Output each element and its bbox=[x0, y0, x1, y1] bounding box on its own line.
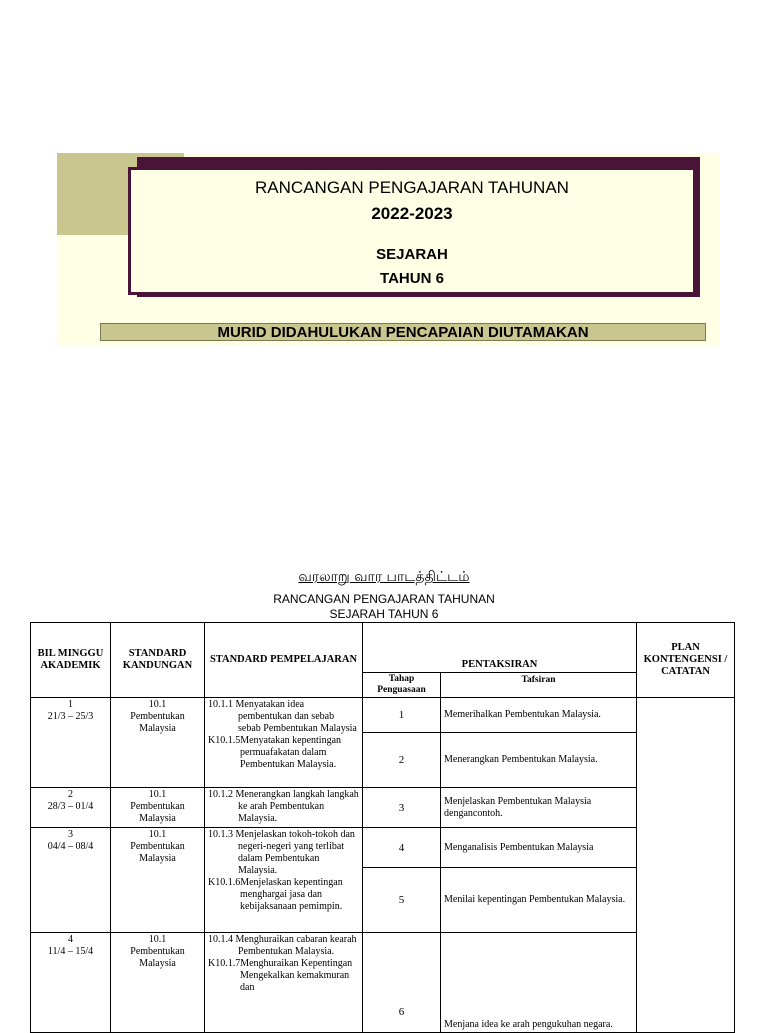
week-date: 11/4 – 15/4 bbox=[47, 946, 94, 957]
week-cell bbox=[31, 828, 111, 933]
header-sp: STANDARD PEMPELAJARAN bbox=[205, 623, 363, 698]
header-tahap: Tahap Penguasaan bbox=[363, 673, 441, 698]
tp-level: 5 bbox=[363, 868, 441, 933]
table-row bbox=[31, 788, 735, 828]
week-number: 3 bbox=[68, 829, 73, 840]
sp-cell bbox=[205, 788, 363, 828]
sk-code: 10.1 bbox=[148, 934, 167, 945]
doc-heading-1: RANCANGAN PENGAJARAN TAHUNAN bbox=[273, 592, 495, 606]
sk-text: Pembentukan Malaysia bbox=[130, 841, 185, 864]
sp-cell bbox=[205, 698, 363, 788]
sp-item: K10.1.7Menghuraikan Kepentingan Mengekalkan kemakmuran dan bbox=[208, 958, 353, 993]
week-number: 1 bbox=[68, 699, 73, 710]
sk-code: 10.1 bbox=[148, 699, 167, 710]
sk-code: 10.1 bbox=[148, 789, 167, 800]
tp-description: Memerihalkan Pembentukan Malaysia. bbox=[441, 698, 637, 733]
table-row bbox=[31, 828, 735, 868]
sk-cell bbox=[111, 788, 205, 828]
title-box bbox=[128, 167, 696, 295]
header-plan: PLAN KONTENGENSI / CATATAN bbox=[637, 623, 735, 698]
sk-text: Pembentukan Malaysia bbox=[130, 711, 185, 734]
week-cell bbox=[31, 788, 111, 828]
sk-cell bbox=[111, 933, 205, 1033]
lesson-plan-table bbox=[30, 622, 735, 1033]
sp-cell bbox=[205, 828, 363, 933]
tp-description: Menilai kepentingan Pembentukan Malaysia. bbox=[441, 868, 637, 933]
header-sk: STANDARD KANDUNGAN bbox=[111, 623, 205, 698]
tp-level: 4 bbox=[363, 828, 441, 868]
plan-year: 2022-2023 bbox=[371, 204, 453, 223]
header-tafsiran: Tafsiran bbox=[441, 673, 637, 698]
tp-description: Menjelaskan Pembentukan Malaysia dengancontoh. bbox=[441, 788, 637, 828]
sp-item: 10.1.1 Menyatakan idea pembentukan dan sebab sebab Pembentukan Malaysia bbox=[208, 699, 357, 734]
sp-item: 10.1.3 Menjelaskan tokoh-tokoh dan negeri-negeri yang terlibat dalam Pembentukan Malaysia. bbox=[208, 829, 355, 876]
sk-cell bbox=[111, 828, 205, 933]
plan-class-year: TAHUN 6 bbox=[380, 270, 444, 287]
week-number: 4 bbox=[68, 934, 73, 945]
week-number: 2 bbox=[68, 789, 73, 800]
week-date: 28/3 – 01/4 bbox=[47, 801, 94, 812]
sp-item: K10.1.5Menyatakan kepentingan permuafakatan dalam Pembentukan Malaysia. bbox=[208, 735, 342, 770]
motto-bar: MURID DIDAHULUKAN PENCAPAIAN DIUTAMAKAN bbox=[100, 323, 706, 341]
plan-title: RANCANGAN PENGAJARAN TAHUNAN bbox=[255, 178, 569, 197]
tp-level: 1 bbox=[363, 698, 441, 733]
table-row bbox=[31, 698, 735, 733]
sp-cell bbox=[205, 933, 363, 1033]
week-date: 21/3 – 25/3 bbox=[47, 711, 94, 722]
tp-level: 3 bbox=[363, 788, 441, 828]
week-cell bbox=[31, 698, 111, 788]
header-bil: BIL MINGGU AKADEMIK bbox=[31, 623, 111, 698]
tp-level: 6 bbox=[363, 933, 441, 1033]
sp-item: K10.1.6Menjelaskan kepentingan menghargai jasa dan kebijaksanaan pemimpin. bbox=[208, 877, 343, 912]
week-date: 04/4 – 08/4 bbox=[47, 841, 94, 852]
sk-cell bbox=[111, 698, 205, 788]
sk-text: Pembentukan Malaysia bbox=[130, 801, 185, 824]
sp-item: 10.1.4 Menghuraikan cabaran kearah Pembentukan Malaysia. bbox=[208, 934, 357, 957]
sk-code: 10.1 bbox=[148, 829, 167, 840]
plan-cell bbox=[637, 698, 735, 1033]
doc-heading-2: SEJARAH TAHUN 6 bbox=[329, 607, 439, 621]
week-cell bbox=[31, 933, 111, 1033]
tp-description: Menerangkan Pembentukan Malaysia. bbox=[441, 733, 637, 788]
tamil-heading: வரலாறு வார பாடத்திட்டம் bbox=[298, 569, 470, 585]
header-pentaksiran: PENTAKSIRAN bbox=[363, 623, 637, 673]
tp-level: 2 bbox=[363, 733, 441, 788]
sk-text: Pembentukan Malaysia bbox=[130, 946, 185, 969]
tp-description: Menjana idea ke arah pengukuhan negara. bbox=[441, 933, 637, 1033]
plan-subject: SEJARAH bbox=[376, 246, 448, 263]
sp-item: 10.1.2 Menerangkan langkah langkah ke arah Pembentukan Malaysia. bbox=[208, 789, 359, 824]
table-row bbox=[31, 933, 735, 1033]
tp-description: Menganalisis Pembentukan Malaysia bbox=[441, 828, 637, 868]
